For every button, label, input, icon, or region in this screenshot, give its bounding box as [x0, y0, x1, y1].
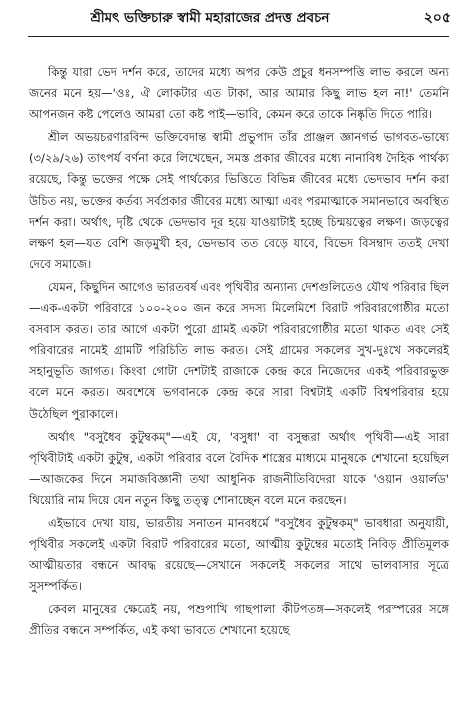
page-header — [29, 6, 451, 32]
running-title: শ্রীমৎ ভক্তিচারু স্বামী মহারাজের প্রদত্ত প্রবচন — [90, 10, 330, 26]
paragraph: অর্থাৎ "বসুধৈব কুটুম্বকম্"—এই যে, 'বসুধা' বা বসুন্ধরা অর্থাৎ পৃথিবী—এই সারা পৃথিবীটাই একটা কুটুম্ব, একটা পরিবার বলে বৈদিক শাস্ত্রের মাধ্যমে মানুষকে শেখানো হয়েছিল—আজকের দিনে সমাজবিজ্ঞানী তথা আধুনিক রাজনীতিবিদেরা যাকে 'ওয়ান ওয়ার্লড' থিয়োরি নাম দিয়ে যেন নতুন কিছু তত্ত্ব শোনাচ্ছেন বলে মনে করছেন। — [29, 429, 449, 507]
paragraph: শ্রীল অভয়চরণারবিন্দ ভক্তিবেদান্ত স্বামী প্রভুপাদ তাঁর প্রাঞ্জল জ্ঞানগর্ভ ভাগবত-ভাষ্যে (৩/২৯/২৬) তাৎপর্য বর্ণনা করে লিখেছেন, সমস্ত প্রকার জীবের মধ্যে নানাবিধ দৈহিক পার্থক্য রয়েছে, কিন্তু ভক্তের পক্ষে সেই পার্থক্যের ভিত্তিতে বিভিন্ন জীবের মধ্যে ভেদভাব দর্শন করা উচিত নয়, ভক্তের কর্তব্য সর্বপ্রকার জীবের মধ্যে আত্মা এবং পরমাত্মাকে সমানভাবে অবস্থিত দর্শন করা। অর্থাৎ, দৃষ্টি থেকে ভেদভাব দূর হয়ে যাওয়াটাই হচ্ছে চিন্ময়ত্বের লক্ষণ। জড়ত্বের লক্ষণ হল—যত বেশি জড়মুখী হব, ভেদভাব তত বেড়ে যাবে, বিভেদ বিসম্বাদ ততই দেখা দেবে সমাজে। — [29, 130, 449, 271]
paragraph: এইভাবে দেখা যায়, ভারতীয় সনাতন মানবধর্মে "বসুধৈব কুটুম্বকম্" ভাবধারা অনুযায়ী, পৃথিবীর সকলেই একটা বিরাট পরিবারের মতো, আত্মীয় কুটুম্বের মতোই নিবিড় প্রীতিমূলক আত্মীয়তার বন্ধনে আবদ্ধ রয়েছে—সেখানে সকলেই সকলের সাথে ভালবাসার সূত্রে সুসম্পর্কিত। — [29, 515, 449, 594]
page-number: ২০৫ — [423, 10, 451, 26]
paragraph: যেমন, কিছুদিন আগেও ভারতবর্ষ এবং পৃথিবীর অন্যান্য দেশগুলিতেও যৌথ পরিবার ছিল—এক-একটা পরিবারে ১০০-২০০ জন করে সদস্য মিলেমিশে বিরাট পরিবারগোষ্ঠীর মতো বসবাস করত। তার আগে একটা পুরো গ্রামই একটা পরিবারগোষ্ঠীর মতো থাকত এবং সেই পরিবারের নামেই গ্রামটি পরিচিতি লাভ করত। সেই গ্রামের সকলের সুখ-দুঃখে সকলেরই সহানুভূতি জাগত। কিংবা গোটা দেশটাই রাজাকে কেন্দ্র করে নিজেদের একই পরিবারভুক্ত বলে মনে করত। অবশেষে ভগবানকে কেন্দ্র করে সারা বিশ্বটাই একটি বিশ্বপরিবার হয়ে উঠেছিল পুরাকালে। — [29, 279, 449, 421]
body-text — [29, 62, 449, 703]
header-rule — [28, 36, 449, 37]
paragraph: কেবল মানুষের ক্ষেত্রেই নয়, পশুপাখি গাছপালা কীটপতঙ্গ—সকলেই পরস্পরের সঙ্গে প্রীতির বন্ধনে সম্পর্কিত, এই কথা ভাবতে শেখানো হয়েছে — [29, 602, 449, 638]
paragraph: কিন্তু যারা ভেদ দর্শন করে, তাদের মধ্যে অপর কেউ প্রচুর ধনসম্পত্তি লাভ করলে অন্য জনের মনে হয়—'ওঃ, ঐ লোকটার এত টাকা, আর আমার কিছু লাভ হল না!' তেমনি আপনজন কষ্ট পেলেও আমরা তো কষ্ট পাই—ভাবি, কেমন করে তাকে নিষ্কৃতি দিতে পারি। — [29, 65, 449, 122]
